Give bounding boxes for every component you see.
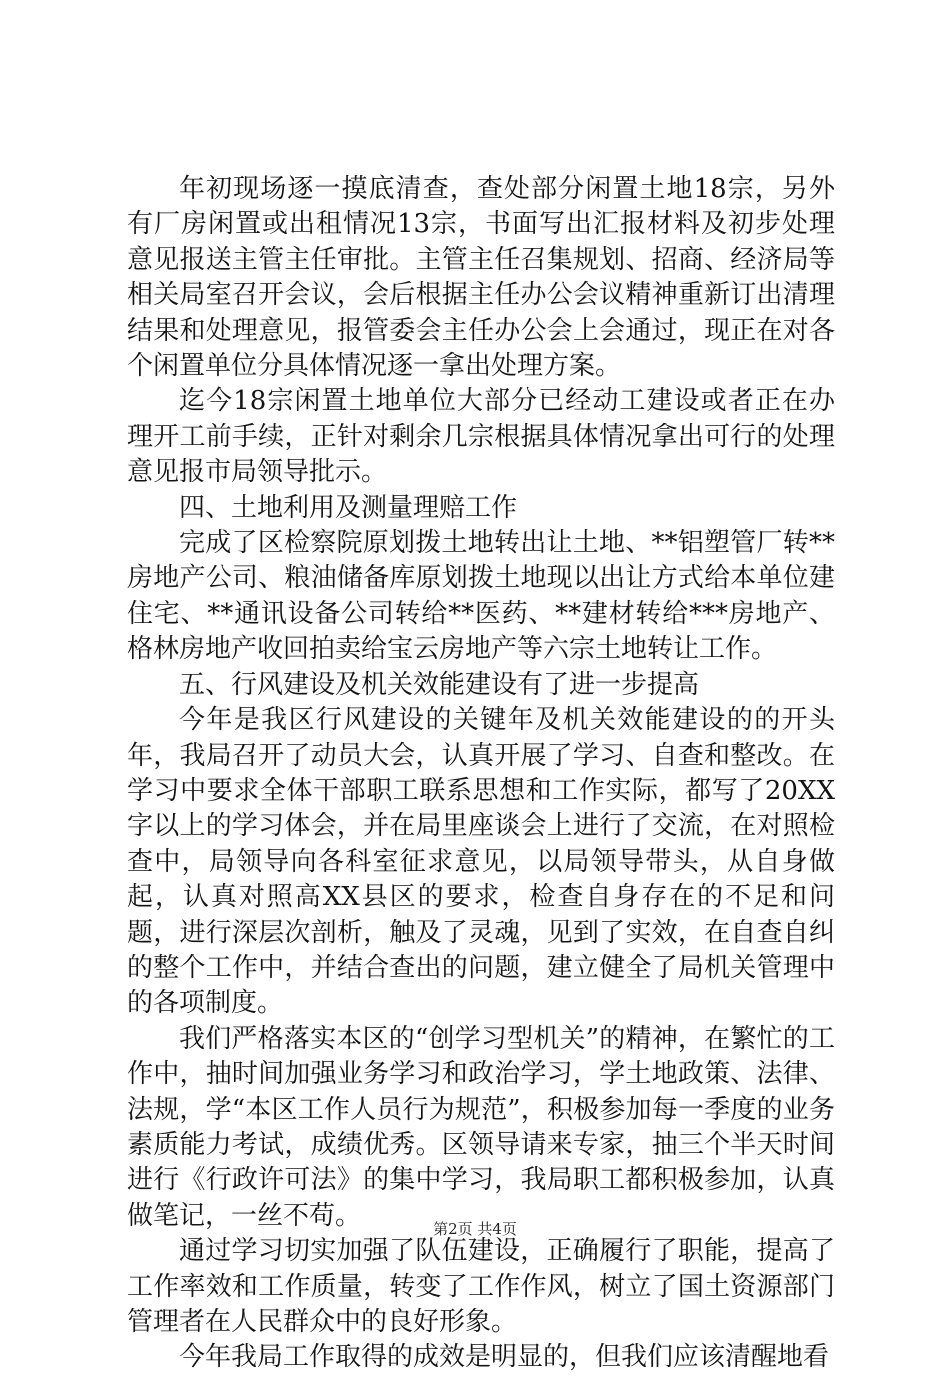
section-heading-conduct: 五、行风建设及机关效能建设有了进一步提高: [179, 669, 700, 700]
section-heading-land-use: 四、土地利用及测量理赔工作: [179, 492, 518, 523]
paragraph-idle-land-progress: 迄今18宗闲置土地单位大部分已经动工建设或者正在办理开工前手续，正针对剩余几宗根据具体情况拿出可行的处理意见报市局领导批示。: [127, 386, 835, 488]
paragraph-land-transfer: 完成了区检察院原划拨土地转出让土地、**铝塑管厂转**房地产公司、粮油储备库原划拨土地现以出让方式给本单位建住宅、**通讯设备公司转给**医药、**建材转给***房地产、格林房地产收回拍卖给宝云房地产等六宗土地转让工作。: [127, 528, 835, 665]
paragraph-results: 今年我局工作取得的成效是明显的，但我们应该清醒地看: [179, 1342, 830, 1373]
page-footer: 第2页 共4页: [433, 1220, 517, 1238]
paragraph-team-building: 通过学习切实加强了队伍建设，正确履行了职能，提高了工作率效和工作质量，转变了工作作风，树立了国土资源部门管理者在人民群众中的良好形象。: [127, 1236, 835, 1337]
document-body: [127, 172, 835, 1376]
paragraph-learning-organization: 我们严格落实本区的“创学习型机关”的精神，在繁忙的工作中，抽时间加强业务学习和政治学习，学土地政策、法律、法规，学“本区工作人员行为规范”，积极参加每一季度的业务素质能力考试，成绩优秀。区领导请来专家，抽三个半天时间进行《行政许可法》的集中学习，我局职工都积极参加，认真做笔记，一丝不苟。: [127, 1023, 835, 1231]
paragraph-conduct-year: 今年是我区行风建设的关键年及机关效能建设的的开头年，我局召开了动员大会，认真开展了学习、自查和整改。在学习中要求全体干部职工联系思想和工作实际，都写了20XX字以上的学习体会，并在局里座谈会上进行了交流，在对照检查中，局领导向各科室征求意见，以局领导带头，从自身做起，认真对照高XX县区的要求，检查自身存在的不足和问题，进行深层次剖析，触及了灵魂，见到了实效，在自查自纠的整个工作中，并结合查出的问题，建立健全了局机关管理中的各项制度。: [127, 705, 835, 1019]
paragraph-idle-land-check: 年初现场逐一摸底清查，查处部分闲置土地18宗，另外有厂房闲置或出租情况13宗，书面写出汇报材料及初步处理意见报送主管主任审批。主管主任召集规划、招商、经济局等相关局室召开会议，会后根据主任办公会议精神重新订出清理结果和处理意见，报管委会主任办公会上会通过，现正在对各个闲置单位分具体情况逐一拿出处理方案。: [127, 174, 835, 382]
